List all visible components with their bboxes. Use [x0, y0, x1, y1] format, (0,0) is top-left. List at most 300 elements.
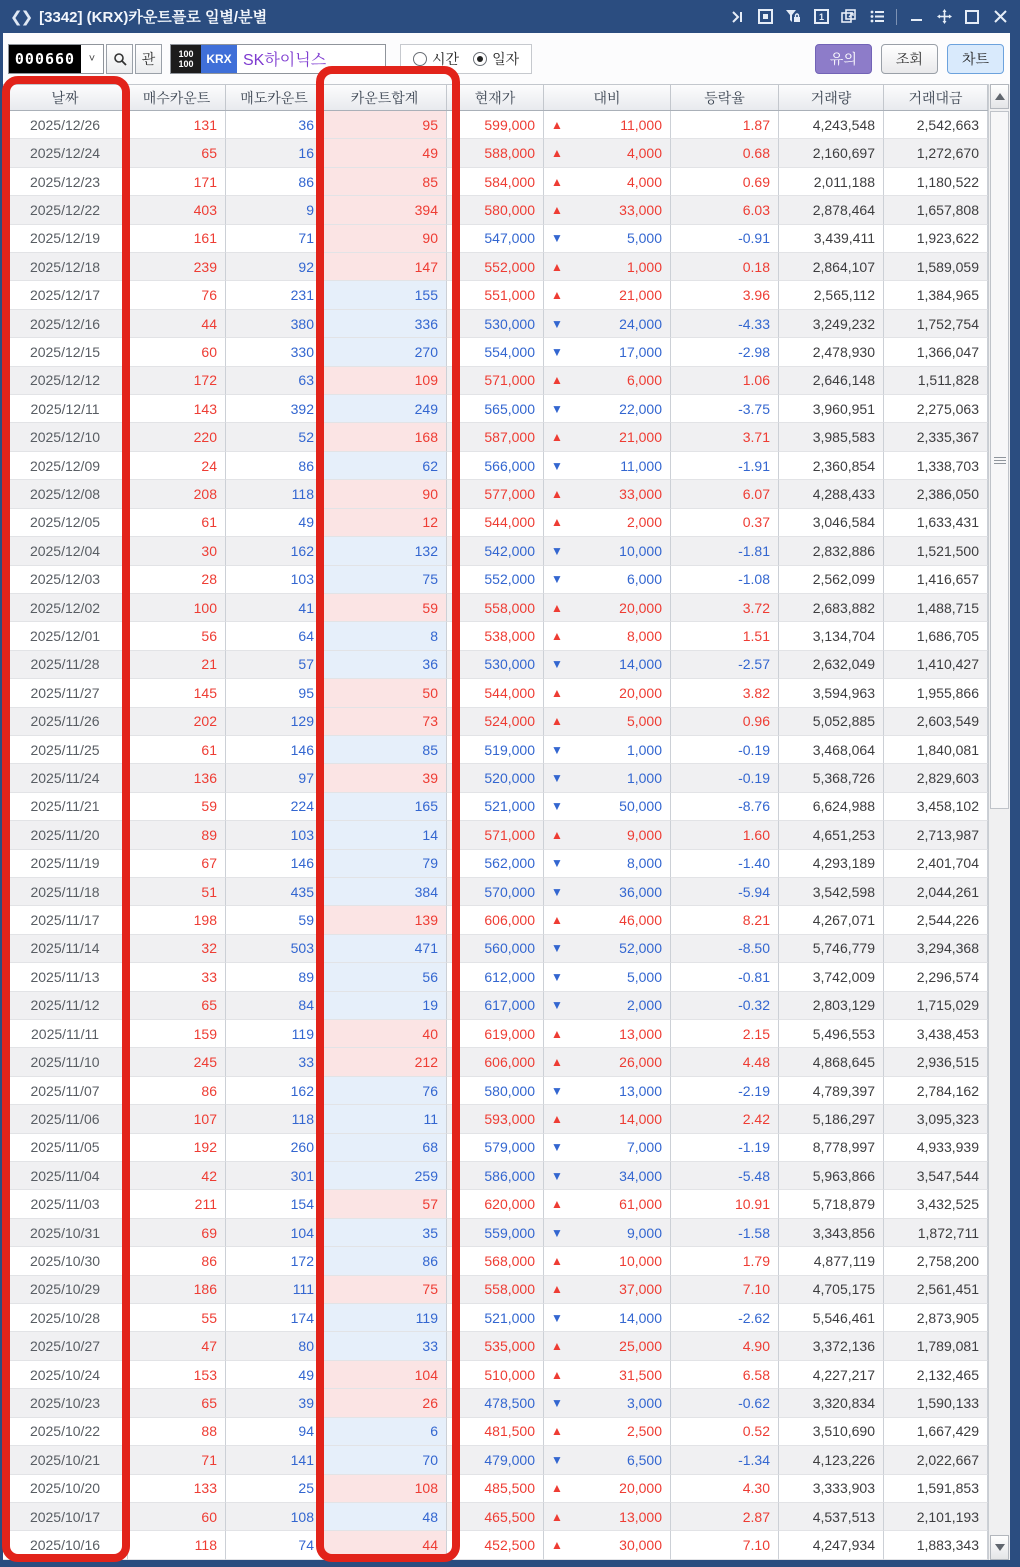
change-cell: [544, 935, 671, 963]
table-row[interactable]: [3, 1020, 988, 1048]
value-cell: 2,044,261: [884, 878, 988, 906]
table-row[interactable]: [3, 1304, 988, 1332]
count-total-cell: 249: [323, 395, 447, 423]
buy-count-cell: 47: [128, 1332, 226, 1360]
change-value: 17,000: [619, 343, 662, 360]
triangle-down-icon: [995, 1544, 1005, 1551]
price-cell: 554,000: [447, 338, 544, 366]
table-row[interactable]: [3, 935, 988, 963]
price-cell: 565,000: [447, 395, 544, 423]
scroll-up-button[interactable]: [990, 84, 1009, 109]
arrow-up-icon: ▲: [551, 1339, 563, 1354]
change-cell: [544, 338, 671, 366]
buy-count-cell: 208: [128, 480, 226, 508]
radio-date-circle[interactable]: [473, 52, 487, 66]
price-cell: 538,000: [447, 622, 544, 650]
vertical-scrollbar[interactable]: [988, 84, 1010, 1560]
volume-cell: 2,565,112: [779, 281, 884, 309]
value-cell: 2,335,367: [884, 423, 988, 451]
buy-count-cell: 153: [128, 1361, 226, 1389]
table-row[interactable]: [3, 1503, 988, 1531]
date-cell: 2025/11/27: [3, 679, 128, 707]
date-cell: 2025/12/10: [3, 423, 128, 451]
sell-count-cell: 25: [226, 1475, 323, 1503]
table-row[interactable]: [3, 1190, 988, 1218]
volume-cell: 3,985,583: [779, 423, 884, 451]
price-cell: 568,000: [447, 1247, 544, 1275]
column-header-7[interactable]: 거래량: [779, 85, 884, 110]
table-row[interactable]: [3, 1446, 988, 1474]
badge-bottom-text: 100: [178, 58, 194, 69]
change-value: 5,000: [626, 968, 662, 985]
buy-count-cell: 55: [128, 1304, 226, 1332]
table-row[interactable]: [3, 708, 988, 736]
arrow-down-icon: ▼: [551, 884, 563, 899]
date-cell: 2025/12/02: [3, 594, 128, 622]
count-total-cell: 384: [323, 878, 447, 906]
table-row[interactable]: [3, 1389, 988, 1417]
stock-code-value[interactable]: 000660: [9, 45, 81, 73]
buy-count-cell: 60: [128, 1503, 226, 1531]
price-cell: 620,000: [447, 1190, 544, 1218]
change-cell: [544, 225, 671, 253]
table-row[interactable]: [3, 1105, 988, 1133]
change-value: 9,000: [626, 826, 662, 843]
date-cell: 2025/10/17: [3, 1503, 128, 1531]
change-cell: [544, 1389, 671, 1417]
table-row[interactable]: [3, 1134, 988, 1162]
expand-panel-icon[interactable]: [725, 6, 749, 28]
sell-count-cell: 104: [226, 1219, 323, 1247]
change-cell: [544, 111, 671, 139]
sell-count-cell: 162: [226, 1077, 323, 1105]
price-cell: 562,000: [447, 850, 544, 878]
rate-cell: -2.57: [671, 651, 779, 679]
price-cell: 588,000: [447, 139, 544, 167]
change-value: 33,000: [619, 485, 662, 502]
title-bar-icons: [725, 6, 1012, 28]
table-row[interactable]: [3, 111, 988, 139]
volume-cell: 3,594,963: [779, 679, 884, 707]
snapshot-icon[interactable]: [753, 6, 777, 28]
change-cell: [544, 1446, 671, 1474]
buy-count-cell: 171: [128, 168, 226, 196]
sell-count-cell: 94: [226, 1418, 323, 1446]
date-cell: 2025/10/24: [3, 1361, 128, 1389]
rate-cell: -0.32: [671, 992, 779, 1020]
table-row[interactable]: [3, 338, 988, 366]
value-cell: 2,713,987: [884, 821, 988, 849]
date-cell: 2025/12/05: [3, 509, 128, 537]
count-total-cell: 95: [323, 111, 447, 139]
buy-count-cell: 44: [128, 310, 226, 338]
volume-cell: 3,542,598: [779, 878, 884, 906]
rate-cell: 10.91: [671, 1190, 779, 1218]
date-cell: 2025/12/03: [3, 566, 128, 594]
stock-code-combobox[interactable]: [8, 44, 104, 74]
sell-count-cell: 174: [226, 1304, 323, 1332]
volume-cell: 4,247,934: [779, 1531, 884, 1559]
volume-cell: 4,293,189: [779, 850, 884, 878]
table-row[interactable]: [3, 1247, 988, 1275]
price-cell: 478,500: [447, 1389, 544, 1417]
popup-window-icon[interactable]: [837, 6, 861, 28]
table-row[interactable]: [3, 1048, 988, 1076]
buy-count-cell: 145: [128, 679, 226, 707]
column-header-2[interactable]: 매도카운트: [226, 85, 323, 110]
volume-cell: 3,742,009: [779, 963, 884, 991]
date-cell: 2025/11/20: [3, 821, 128, 849]
sell-count-cell: 111: [226, 1276, 323, 1304]
change-cell: [544, 764, 671, 792]
table-row[interactable]: [3, 1219, 988, 1247]
buy-count-cell: 51: [128, 878, 226, 906]
change-cell: [544, 594, 671, 622]
sell-count-cell: 146: [226, 850, 323, 878]
change-cell: [544, 1134, 671, 1162]
price-cell: 606,000: [447, 1048, 544, 1076]
table-body: [3, 111, 988, 1560]
value-cell: 3,458,102: [884, 793, 988, 821]
date-cell: 2025/11/07: [3, 1077, 128, 1105]
price-cell: 530,000: [447, 651, 544, 679]
table-row[interactable]: [3, 310, 988, 338]
arrow-up-icon: ▲: [551, 1538, 563, 1553]
price-cell: 584,000: [447, 168, 544, 196]
table-row[interactable]: [3, 906, 988, 934]
krx-market-badge: KRX: [201, 45, 237, 73]
table-row[interactable]: [3, 679, 988, 707]
radio-time-circle[interactable]: [413, 52, 427, 66]
change-value: 8,000: [626, 855, 662, 872]
rate-cell: 3.72: [671, 594, 779, 622]
count-total-cell: 49: [323, 139, 447, 167]
change-value: 1,000: [626, 770, 662, 787]
table-row[interactable]: [3, 764, 988, 792]
stock-name-field[interactable]: SK하이닉스: [237, 45, 385, 73]
buy-count-cell: 133: [128, 1475, 226, 1503]
date-cell: 2025/12/01: [3, 622, 128, 650]
price-cell: 599,000: [447, 111, 544, 139]
gwan-button[interactable]: 관: [135, 44, 162, 74]
volume-cell: 3,343,856: [779, 1219, 884, 1247]
volume-cell: 3,510,690: [779, 1418, 884, 1446]
table-row[interactable]: [3, 139, 988, 167]
table-row[interactable]: [3, 281, 988, 309]
value-cell: 2,542,663: [884, 111, 988, 139]
chevron-down-icon[interactable]: ˅: [81, 45, 103, 73]
count-total-cell: 68: [323, 1134, 447, 1162]
arrow-down-icon: ▼: [551, 1310, 563, 1325]
volume-cell: 4,877,119: [779, 1247, 884, 1275]
table-row[interactable]: [3, 1475, 988, 1503]
change-cell: [544, 1503, 671, 1531]
window-number-icon[interactable]: [809, 6, 833, 28]
arrow-up-icon: ▲: [551, 685, 563, 700]
table-row[interactable]: [3, 1361, 988, 1389]
price-cell: 551,000: [447, 281, 544, 309]
price-cell: 542,000: [447, 537, 544, 565]
price-cell: 510,000: [447, 1361, 544, 1389]
value-cell: 2,275,063: [884, 395, 988, 423]
date-cell: 2025/11/28: [3, 651, 128, 679]
arrow-up-icon: ▲: [551, 515, 563, 530]
change-cell: [544, 566, 671, 594]
price-cell: 559,000: [447, 1219, 544, 1247]
count-total-cell: 270: [323, 338, 447, 366]
sell-count-cell: 41: [226, 594, 323, 622]
table-row[interactable]: [3, 480, 988, 508]
count-total-cell: 11: [323, 1105, 447, 1133]
rate-cell: -5.48: [671, 1162, 779, 1190]
buy-count-cell: 403: [128, 196, 226, 224]
table-row[interactable]: [3, 367, 988, 395]
table-row[interactable]: [3, 395, 988, 423]
value-cell: 1,591,853: [884, 1475, 988, 1503]
table-row[interactable]: [3, 878, 988, 906]
sell-count-cell: 84: [226, 992, 323, 1020]
buy-count-cell: 159: [128, 1020, 226, 1048]
maximize-icon[interactable]: [960, 6, 984, 28]
change-cell: [544, 1162, 671, 1190]
minimize-icon[interactable]: [904, 6, 928, 28]
count-total-cell: 108: [323, 1475, 447, 1503]
date-cell: 2025/11/12: [3, 992, 128, 1020]
arrow-up-icon: ▲: [551, 146, 563, 161]
value-cell: 1,840,081: [884, 736, 988, 764]
value-cell: 3,438,453: [884, 1020, 988, 1048]
rate-cell: -5.94: [671, 878, 779, 906]
count-total-cell: 212: [323, 1048, 447, 1076]
price-cell: 479,000: [447, 1446, 544, 1474]
svg-text:1: 1: [818, 12, 824, 22]
table-row[interactable]: [3, 168, 988, 196]
buy-count-cell: 136: [128, 764, 226, 792]
volume-cell: 6,624,988: [779, 793, 884, 821]
change-cell: [544, 310, 671, 338]
rate-cell: 6.07: [671, 480, 779, 508]
table-row[interactable]: [3, 253, 988, 281]
move-icon[interactable]: [932, 6, 956, 28]
radio-date[interactable]: [473, 49, 519, 69]
arrow-up-icon: ▲: [551, 1111, 563, 1126]
column-header-8[interactable]: 거래대금: [884, 85, 988, 110]
date-cell: 2025/11/06: [3, 1105, 128, 1133]
table-row[interactable]: [3, 1077, 988, 1105]
change-value: 14,000: [619, 1309, 662, 1326]
count-total-cell: 259: [323, 1162, 447, 1190]
radio-time[interactable]: [413, 49, 459, 69]
volume-cell: 3,372,136: [779, 1332, 884, 1360]
value-cell: 2,132,465: [884, 1361, 988, 1389]
query-button[interactable]: 조회: [881, 44, 938, 74]
scrollbar-thumb[interactable]: [990, 111, 1009, 809]
arrow-up-icon: ▲: [551, 259, 563, 274]
sell-count-cell: 92: [226, 253, 323, 281]
price-cell: 552,000: [447, 253, 544, 281]
rate-cell: -0.19: [671, 736, 779, 764]
arrow-up-icon: ▲: [551, 486, 563, 501]
table-row[interactable]: [3, 850, 988, 878]
column-header-5[interactable]: 대비: [544, 85, 671, 110]
filter-lock-icon[interactable]: [781, 6, 805, 28]
count-total-cell: 90: [323, 225, 447, 253]
change-cell: [544, 821, 671, 849]
count-total-cell: 39: [323, 764, 447, 792]
date-cell: 2025/12/12: [3, 367, 128, 395]
rate-cell: -2.62: [671, 1304, 779, 1332]
date-cell: 2025/10/29: [3, 1276, 128, 1304]
buy-count-cell: 30: [128, 537, 226, 565]
price-cell: 544,000: [447, 679, 544, 707]
rate-cell: 1.06: [671, 367, 779, 395]
table-row[interactable]: [3, 736, 988, 764]
volume-cell: 4,789,397: [779, 1077, 884, 1105]
table-row[interactable]: [3, 594, 988, 622]
rate-cell: 0.37: [671, 509, 779, 537]
value-cell: 3,095,323: [884, 1105, 988, 1133]
price-cell: 579,000: [447, 1134, 544, 1162]
date-cell: 2025/12/11: [3, 395, 128, 423]
volume-cell: 2,683,882: [779, 594, 884, 622]
change-cell: [544, 1105, 671, 1133]
buy-count-cell: 67: [128, 850, 226, 878]
table-row[interactable]: [3, 1332, 988, 1360]
table-row[interactable]: [3, 821, 988, 849]
table-row[interactable]: [3, 1531, 988, 1559]
value-cell: 1,883,343: [884, 1531, 988, 1559]
arrow-down-icon: ▼: [551, 1168, 563, 1183]
title-bar: [0, 0, 1020, 33]
scroll-down-button[interactable]: [990, 1535, 1009, 1560]
rate-cell: 7.10: [671, 1531, 779, 1559]
volume-cell: 2,646,148: [779, 367, 884, 395]
column-header-1[interactable]: 매수카운트: [128, 85, 226, 110]
column-header-4[interactable]: 현재가: [447, 85, 544, 110]
table-row[interactable]: [3, 793, 988, 821]
table-row[interactable]: [3, 963, 988, 991]
table-row[interactable]: [3, 1418, 988, 1446]
table-row[interactable]: [3, 1276, 988, 1304]
arrow-down-icon: ▼: [551, 316, 563, 331]
menu-list-icon[interactable]: [865, 6, 889, 28]
count-total-cell: 90: [323, 480, 447, 508]
arrow-up-icon: ▲: [551, 600, 563, 615]
date-cell: 2025/12/16: [3, 310, 128, 338]
table-header-row: [3, 84, 988, 111]
table-row[interactable]: [3, 566, 988, 594]
date-cell: 2025/11/19: [3, 850, 128, 878]
change-value: 14,000: [619, 1110, 662, 1127]
count-total-cell: 75: [323, 566, 447, 594]
arrow-up-icon: ▲: [551, 174, 563, 189]
arrow-down-icon: ▼: [551, 1140, 563, 1155]
sell-count-cell: 16: [226, 139, 323, 167]
rate-cell: 0.68: [671, 139, 779, 167]
date-cell: 2025/10/27: [3, 1332, 128, 1360]
arrow-down-icon: ▼: [551, 1452, 563, 1467]
table-row[interactable]: [3, 1162, 988, 1190]
warning-button[interactable]: 유의: [815, 44, 872, 74]
sell-count-cell: 71: [226, 225, 323, 253]
date-cell: 2025/10/28: [3, 1304, 128, 1332]
rate-cell: -8.76: [671, 793, 779, 821]
date-cell: 2025/10/22: [3, 1418, 128, 1446]
arrow-up-icon: ▲: [551, 373, 563, 388]
price-cell: 617,000: [447, 992, 544, 1020]
column-header-6[interactable]: 등락율: [671, 85, 779, 110]
table-row[interactable]: [3, 537, 988, 565]
change-value: 10,000: [619, 1252, 662, 1269]
table-row[interactable]: [3, 196, 988, 224]
arrow-up-icon: ▲: [551, 1424, 563, 1439]
buy-count-cell: 71: [128, 1446, 226, 1474]
change-cell: [544, 1304, 671, 1332]
column-header-0[interactable]: 날짜: [3, 85, 128, 110]
sell-count-cell: 129: [226, 708, 323, 736]
table-row[interactable]: [3, 225, 988, 253]
volume-cell: 4,705,175: [779, 1276, 884, 1304]
buy-count-cell: 198: [128, 906, 226, 934]
date-cell: 2025/10/23: [3, 1389, 128, 1417]
value-cell: 1,789,081: [884, 1332, 988, 1360]
volume-cell: 3,249,232: [779, 310, 884, 338]
volume-cell: 2,478,930: [779, 338, 884, 366]
buy-count-cell: 42: [128, 1162, 226, 1190]
change-value: 13,000: [619, 1508, 662, 1525]
arrow-down-icon: ▼: [551, 1225, 563, 1240]
value-cell: 1,633,431: [884, 509, 988, 537]
change-value: 37,000: [619, 1281, 662, 1298]
volume-cell: 5,746,779: [779, 935, 884, 963]
change-value: 4,000: [626, 173, 662, 190]
price-cell: 593,000: [447, 1105, 544, 1133]
chart-button[interactable]: 차트: [947, 44, 1004, 74]
sell-count-cell: 49: [226, 509, 323, 537]
change-value: 36,000: [619, 883, 662, 900]
table-row[interactable]: [3, 423, 988, 451]
sell-count-cell: 33: [226, 1048, 323, 1076]
close-icon[interactable]: [988, 6, 1012, 28]
count-total-cell: 62: [323, 452, 447, 480]
change-cell: [544, 1361, 671, 1389]
table-row[interactable]: [3, 509, 988, 537]
change-cell: [544, 1219, 671, 1247]
buy-count-cell: 192: [128, 1134, 226, 1162]
date-cell: 2025/11/21: [3, 793, 128, 821]
price-cell: 580,000: [447, 1077, 544, 1105]
rate-cell: 7.10: [671, 1276, 779, 1304]
table-row[interactable]: [3, 992, 988, 1020]
table-row[interactable]: [3, 651, 988, 679]
rate-cell: 3.71: [671, 423, 779, 451]
value-cell: 2,022,667: [884, 1446, 988, 1474]
search-icon: [113, 52, 127, 66]
volume-cell: 4,868,645: [779, 1048, 884, 1076]
sell-count-cell: 39: [226, 1389, 323, 1417]
value-cell: 2,101,193: [884, 1503, 988, 1531]
price-cell: 521,000: [447, 1304, 544, 1332]
stock-search-button[interactable]: [106, 44, 133, 74]
table-row[interactable]: [3, 452, 988, 480]
change-value: 7,000: [626, 1139, 662, 1156]
date-cell: 2025/12/22: [3, 196, 128, 224]
table-row[interactable]: [3, 622, 988, 650]
column-header-3[interactable]: 카운트합계: [323, 85, 447, 110]
count-total-cell: 76: [323, 1077, 447, 1105]
date-cell: 2025/12/09: [3, 452, 128, 480]
volume-cell: 3,960,951: [779, 395, 884, 423]
